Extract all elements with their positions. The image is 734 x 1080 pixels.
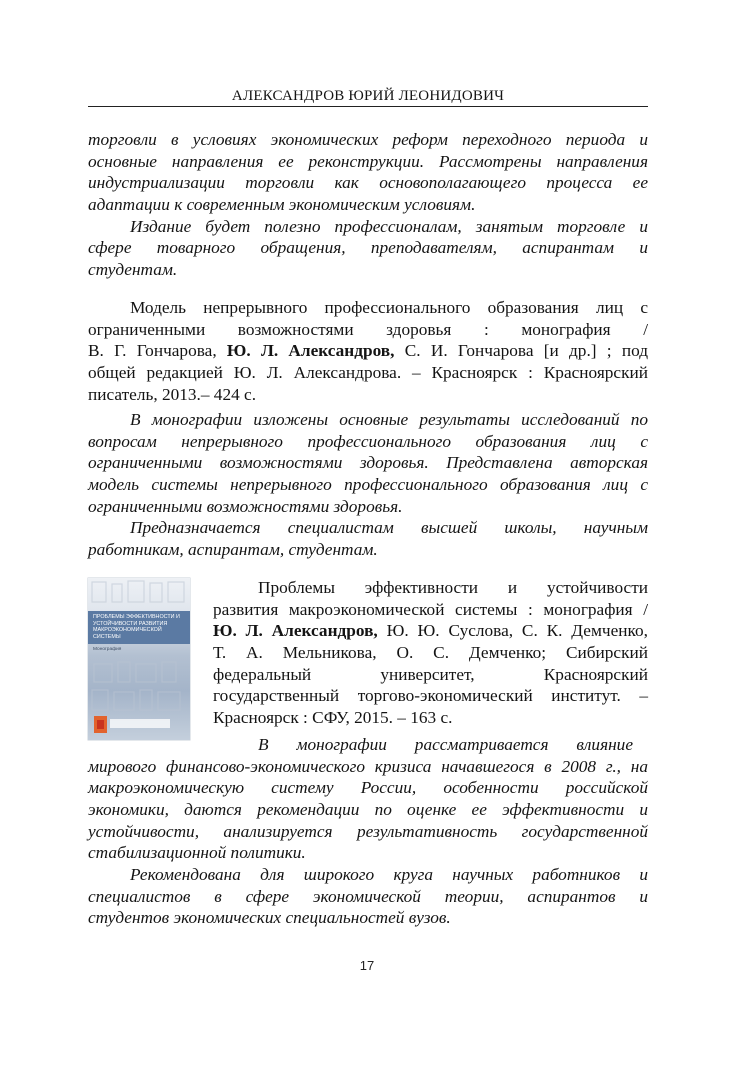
text-line: вопросам непрерывного профессионального образования лиц с <box>88 431 648 451</box>
text-line: сфере товарного обращения, преподавателям, аспирантам и <box>88 238 648 258</box>
text-line: адаптации к современным экономическим условиям. <box>88 195 476 215</box>
text-line: мирового финансово-экономического кризиса начавшегося в 2008 г., на <box>88 756 648 776</box>
author-highlight: Ю. Л. Александров, <box>213 621 378 641</box>
text-line <box>213 620 648 642</box>
text-line: основные направления ее реконструкции. Рассмотрены направления <box>88 151 648 171</box>
text-line: Красноярск : СФУ, 2015. – 163 с. <box>213 708 453 728</box>
entry-2015-citation <box>213 577 648 729</box>
text-line: В монографии изложены основные результаты исследований по <box>130 410 648 429</box>
text-line: макроэкономическую систему России, особенности российской <box>88 778 648 798</box>
text-line: торговли в условиях экономических реформ переходного периода и <box>88 130 648 149</box>
text-line: ограниченными возможностями здоровья : монография / <box>88 319 648 339</box>
citation-segment: Ю. Ю. Суслова, С. К. Демченко, <box>386 621 649 641</box>
text-line: устойчивости, анализируется результативность государственной <box>88 821 648 841</box>
text-line: Т. А. Мельникова, О. С. Демченко; Сибирский <box>213 643 648 663</box>
text-line: Издание будет полезно профессионалам, занятым торговле и <box>130 216 648 236</box>
text-line: ограниченными возможностями здоровья. <box>88 496 403 516</box>
book-cover-image <box>88 578 190 740</box>
cover-label: Монография <box>93 647 122 652</box>
text-line: индустриализации торговли как основополагающего процесса ее <box>88 173 648 193</box>
text-line: модель системы непрерывного профессионального образования лиц с <box>88 475 648 495</box>
text-line: В монографии рассматривается влияние <box>258 735 633 754</box>
cover-title: ПРОБЛЕМЫ ЭФФЕКТИВНОСТИ И УСТОЙЧИВОСТИ РАЗВИТИЯ МАКРОЭКОНОМИЧЕСКОЙ СИСТЕМЫ <box>93 614 180 640</box>
text-line: Рекомендована для широкого круга научных работников и <box>130 865 648 884</box>
text-line: работникам, аспирантам, студентам. <box>88 539 378 559</box>
publisher-logo-mark <box>97 720 104 729</box>
text-line: общей редакцией Ю. Л. Александрова. – Красноярск : Красноярский <box>88 363 648 383</box>
entry-2015-audience <box>88 864 648 929</box>
running-head: АЛЕКСАНДРОВ ЮРИЙ ЛЕОНИДОВИЧ <box>231 88 505 104</box>
entry-2013-annotation <box>88 409 648 517</box>
page-number: 17 <box>359 958 375 973</box>
text-line: ограниченными возможностями здоровья. Представлена авторская <box>88 453 648 473</box>
text-line: стабилизационной политики. <box>88 843 306 863</box>
citation-segment: В. Г. Гончарова, <box>88 341 217 361</box>
citation-segment: С. И. Гончарова [и др.] ; под <box>404 341 649 361</box>
text-line: государственный торгово-экономический институт. – <box>213 686 648 706</box>
text-line: Предназначается специалистам высшей школы, научным <box>130 518 648 537</box>
publisher-logo-icon <box>94 716 107 733</box>
text-line: студентам. <box>88 260 178 280</box>
text-line: федеральный университет, Красноярский <box>213 664 648 684</box>
entry-2013-audience <box>88 517 648 560</box>
text-line: развития макроэкономической системы : монография / <box>213 599 648 619</box>
text-line: Проблемы эффективности и устойчивости <box>258 578 648 597</box>
cover-publisher-strip <box>110 719 170 728</box>
entry-2015-annotation <box>88 734 648 864</box>
text-line: студентов экономических специальностей вузов. <box>88 908 451 928</box>
author-highlight: Ю. Л. Александров, <box>226 341 395 361</box>
text-line <box>88 340 648 362</box>
text-line: экономики, даются рекомендации по оценке ее эффективности и <box>88 800 648 820</box>
previous-entry-annotation <box>88 129 648 281</box>
text-line: Модель непрерывного профессионального образования лиц с <box>130 298 648 317</box>
header-rule <box>88 106 648 107</box>
entry-2013-citation <box>88 297 648 405</box>
text-line: писатель, 2013.– 424 с. <box>88 384 257 404</box>
text-line: специалистов в сфере экономической теории, аспирантов и <box>88 886 648 906</box>
